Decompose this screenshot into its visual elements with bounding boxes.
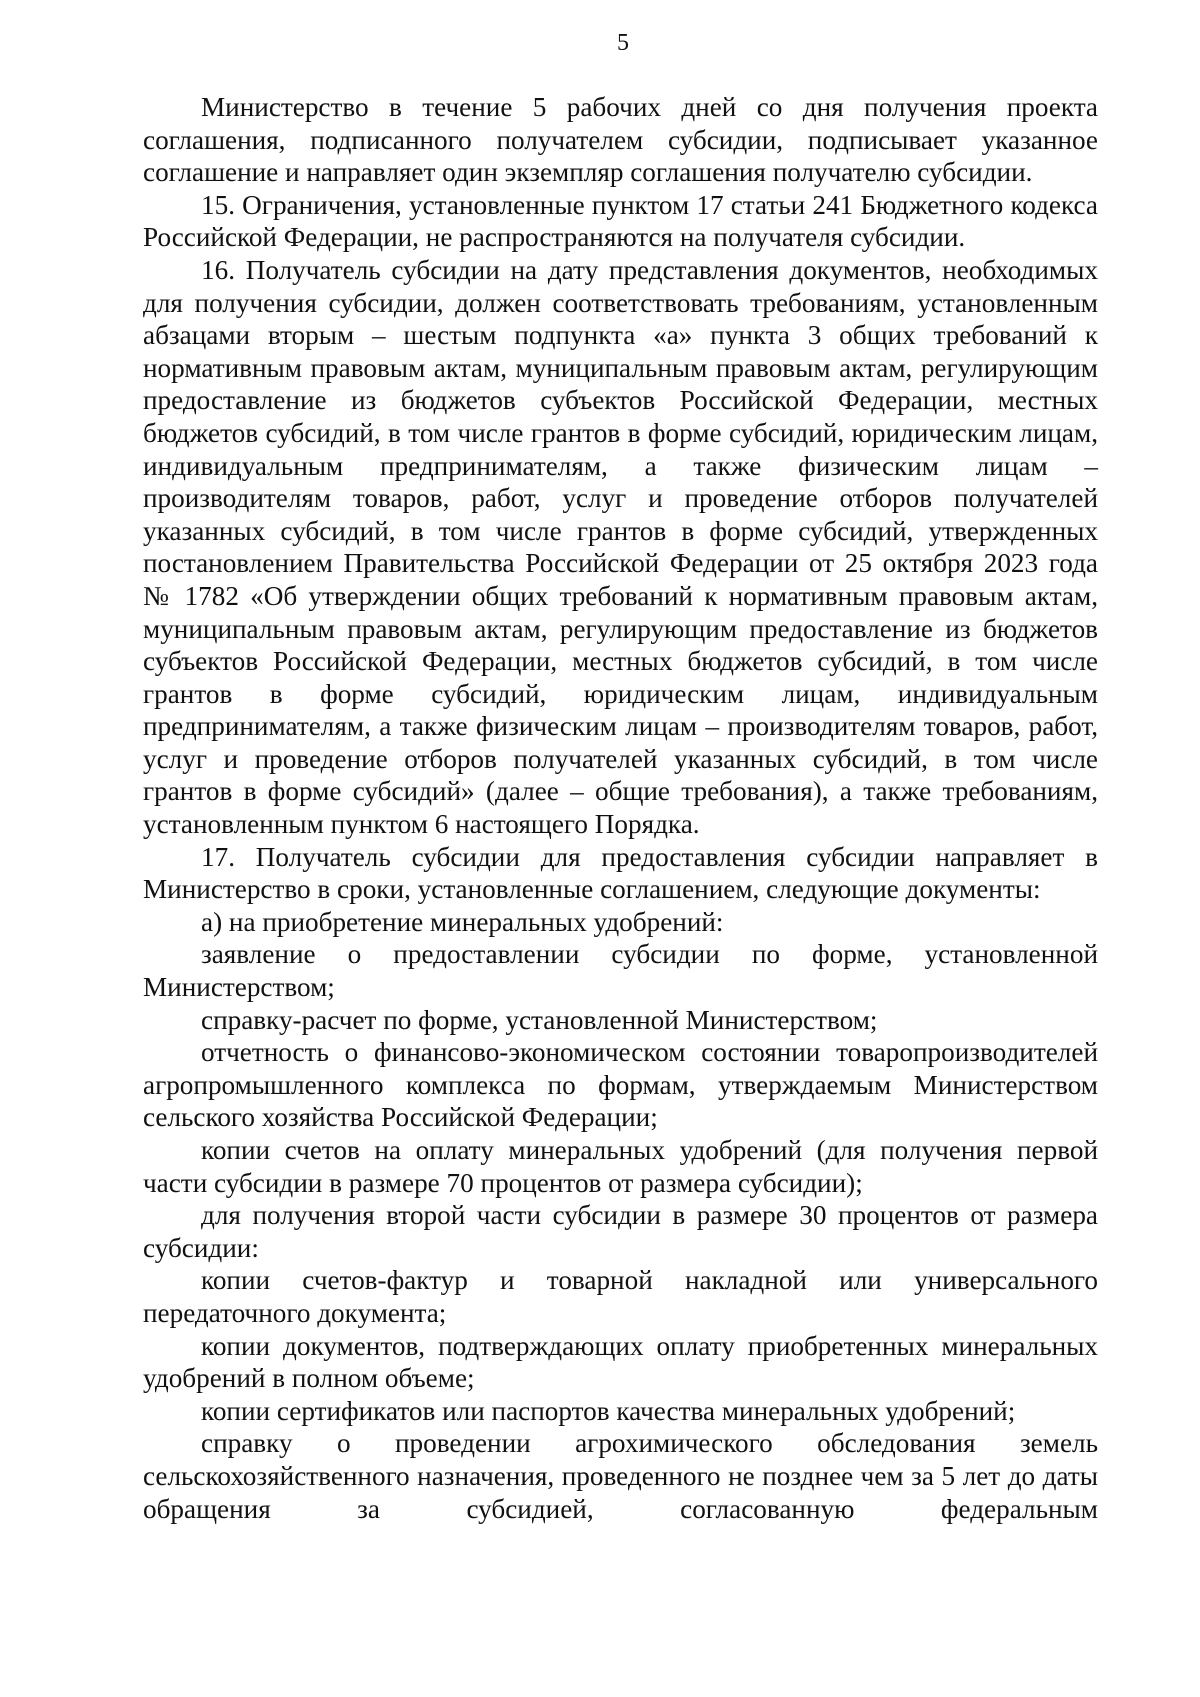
paragraph-second-part: для получения второй части субсидии в размере 30 процентов от размера субсидии: [143,1200,1098,1263]
paragraph-invoice-copies: копии счетов на оплату минеральных удобрений (для получения первой части субсидии в размере 70 процентов от размера субсидии); [143,1135,1098,1198]
paragraph-16-requirements: 16. Получатель субсидии на дату представления документов, необходимых для получения субсидии, должен соответствовать требованиям, установленным абзацами вторым – шестым подпункта «а» пункта 3 общих требований к нормативным правовым актам, муниципальным правовым актам, регулирующим предоставление из бюджетов субъектов Российской Федерации, местных бюджетов субсидий, в том числе грантов в форме субсидий, юридическим лицам, индивидуальным предпринимателям, а также физическим лицам – производителям товаров, работ, услуг и проведение отборов получателей указанных субсидий, в том числе грантов в форме субсидий, утвержденных постановлением Правительства Российской Федерации от 25 октября 2023 года № 1782 «Об утверждении общих требований к нормативным правовым актам, муниципальным правовым актам, регулирующим предоставление из бюджетов субъектов Российской Федерации, местных бюджетов субсидий, в том числе грантов в форме субсидий, юридическим лицам, индивидуальным предпринимателям, а также физическим лицам – производителям товаров, работ, услуг и проведение отборов получателей указанных субсидий, в том числе грантов в форме субсидий» (далее – общие требования), а также требованиям, установленным пунктом 6 настоящего Порядка. [143,254,1098,840]
paragraph-item-a: а) на приобретение минеральных удобрений: [201,906,724,937]
paragraph-calculation-certificate: справку-расчет по форме, установленной Министерством; [201,1004,878,1035]
paragraph-quality-certificates: копии сертификатов или паспортов качества минеральных удобрений; [201,1395,1016,1426]
page-number: 5 [617,30,629,56]
paragraph-ministry-signing: Министерство в течение 5 рабочих дней со дня получения проекта соглашения, подписанного получателем субсидии, подписывает указанное соглашение и направляет один экземпляр соглашения получателю субсидии. [143,92,1098,188]
paragraph-15-restrictions: 15. Ограничения, установленные пунктом 17 статьи 241 Бюджетного кодекса Российской Федерации, не распространяются на получателя субсидии. [143,189,1098,253]
paragraph-payment-documents: копии документов, подтверждающих оплату приобретенных минеральных удобрений в полном объеме; [143,1330,1098,1394]
paragraph-agrochemical-survey: справку о проведении агрохимического обследования земель сельскохозяйственного назначения, проведенного не позднее чем за 5 лет до даты обращения за субсидией, согласованную федеральным [143,1428,1098,1524]
paragraph-17-documents: 17. Получатель субсидии для предоставления субсидии направляет в Министерство в сроки, установленные соглашением, следующие документы: [143,841,1098,905]
paragraph-application: заявление о предоставлении субсидии по форме, установленной Министерством; [143,939,1098,1003]
document-body [143,91,1098,1525]
paragraph-invoice-factures: копии счетов-фактур и товарной накладной или универсального передаточного документа; [143,1265,1098,1328]
paragraph-financial-reporting: отчетность о финансово-экономическом состоянии товаропроизводителей агропромышленного комплекса по формам, утверждаемым Министерством сельского хозяйства Российской Федерации; [143,1037,1098,1133]
